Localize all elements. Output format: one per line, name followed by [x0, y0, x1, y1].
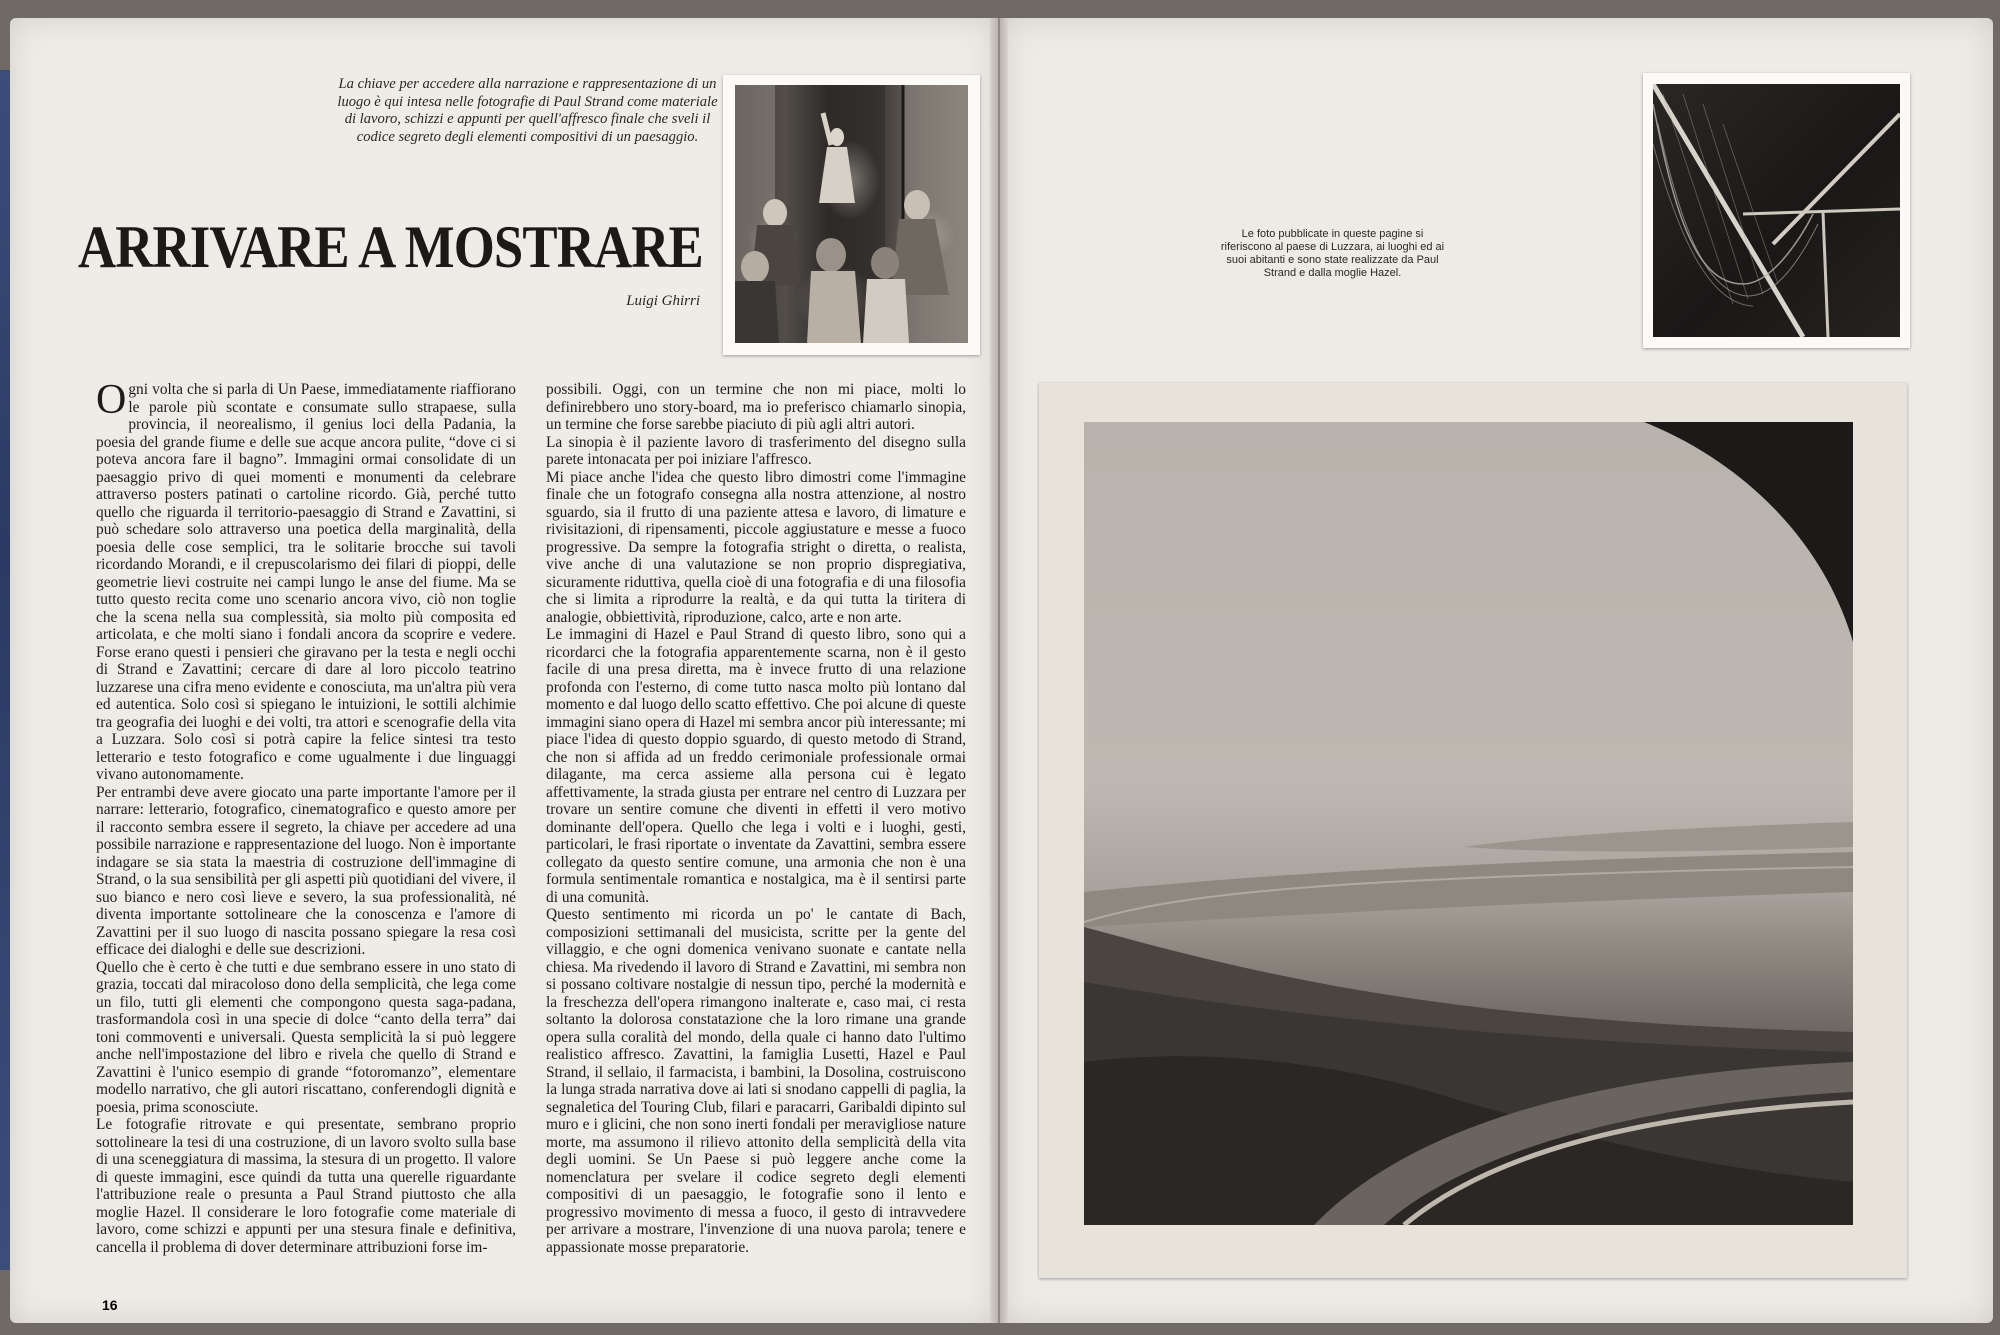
paragraph: gni volta che si parla di Un Paese, immediatamente riaffiorano le parole più scontate e consumate sullo strapaese, sulla provincia, il neorealismo, il genius loci della Padania, la poesia del grande fiume e delle sue acque ancora pulite, “dove ci si poteva ancora fare il bagno”. Immagini ormai consolidate di un paesaggio privo di quei momenti e monumenti da celebrare attraverso posters patinati o cartoline ricordo. Già, perché tutto quello che riguarda il territorio-paesaggio di Strand e Zavattini, si può schedare solo attraverso una poetica della marginalità, della poesia delle cose semplici, tra le solitarie brocche sui tavoli ricordando Morandi, e il crepuscolarismo dei filari di pioppi, delle geometrie lievi costruite nei campi lungo le anse del fiume. Ma se tutto questo recita come uno scenario ancora vivo, ciò non toglie che la scena nella sua complessità, sia molto più composita ed articolata, e che molti siano i fondali ancora da scoprire e vedere. Forse erano questi i pensieri che giravano per la testa e negli occhi di Strand e Zavattini; cercare di dare al loro piccolo teatrino luzzarese una cifra meno evidente e conosciuta, ma un'altra più vera ed autentica. Solo così si spiegano le intuizioni, le sottili alchimie tra geografia dei luoghi e dei volti, tra attori e scenografie della vita a Luzzara. Solo così si potrà capire la felice sintesi tra testo letterario e testo fotografico e come ugualmente i due linguaggi vivano autonomamente.	[96, 381, 516, 783]
page-number: 16	[102, 1297, 118, 1313]
photo-po-river-landscape	[1084, 422, 1853, 1225]
article-title: ARRIVARE A MOSTRARE	[78, 214, 703, 280]
paragraph: Quello che è certo è che tutti e due sembrano essere in uno stato di grazia, toccati dal miracoloso dono della semplicità, che lega come un filo, tutti gli elementi che compongono questa saga-padana, trasformandola così in una specie di dolce “canto della terra” dai toni commoventi e universali. Questa semplicità la si può leggere anche nell'impostazione del libro e rivela che quello di Strand e Zavattini è l'unico esempio di grande “fotoromanzo”, elementare modello narrativo, che gli autori riscattano, conferendogli dignità e poesia, prima sconosciute.	[96, 958, 516, 1116]
photo-net-frame	[1643, 73, 1910, 348]
body-column-1	[96, 377, 516, 1256]
adjacent-page-edge	[0, 70, 10, 1270]
photo-river-drawing	[1084, 422, 1853, 1225]
author-name: Luigi Ghirri	[626, 293, 700, 309]
paragraph: possibili. Oggi, con un termine che non mi piace, molti lo definirebbero uno story-board, ma io preferisco chiamarlo sinopia, un termine che forse sarebbe piaciuto di più agli altri autori.	[546, 381, 966, 433]
paragraph: La sinopia è il paziente lavoro di trasferimento del disegno sulla parete intonacata per poi iniziare l'affresco.	[546, 433, 966, 468]
photo-net-drawing	[1653, 84, 1900, 337]
intro-blurb: La chiave per accedere alla narrazione e rappresentazione di un luogo è qui intesa nelle fotografie di Paul Strand come materiale di lavoro, schizzi e appunti per quell'affresco finale che sveli il codice segreto degli elementi compositivi di un paesaggio.	[337, 76, 718, 145]
book-gutter	[990, 18, 1008, 1323]
photo-caption: Le foto pubblicate in queste pagine si riferiscono al paese di Luzzara, ai luoghi ed ai suoi abitanti e sono state realizzate da Paul Strand e dalla moglie Hazel.	[1220, 228, 1445, 279]
photo-river-frame	[1039, 383, 1907, 1278]
paragraph: Mi piace anche l'idea che questo libro dimostri come l'immagine finale che un fotografo consegna alla nostra attenzione, al nostro sguardo, sia il frutto di una paziente attesa e lavoro, di limature e rivisitazioni, di ripensamenti, piccole aggiustature e messe a fuoco progressive. Da sempre la fotografia stright o diretta, o realista, vive anche di una valutazione se non proprio dispregiativa, sicuramente riduttiva, quella cioè di una fotografia e di una filosofia che si limita a riprodurre la realtà, e da qui tutta la tiritera di analogie, obbiettività, riproduzione, calco, arte e non arte.	[546, 468, 966, 626]
paragraph: Le fotografie ritrovate e qui presentate, sembrano proprio sottolineare la tesi di una costruzione, di un lavoro svolto sulla base di una sceneggiatura di massima, la stesura di un progetto. Il valore di queste immagini, esce quindi da tutta una querelle riguardante l'attribuzione reale o presunta a Paul Strand piuttosto che alla moglie Hazel. Il considerare le loro fotografie come materiale di lavoro, come schizzi e appunti per una stesura finale e definitiva, cancella il problema di dover determinare attribuzioni forse im-	[96, 1116, 516, 1256]
drop-cap: O	[96, 377, 127, 423]
photo-children-drawing	[735, 85, 968, 343]
paragraph: Le immagini di Hazel e Paul Strand di questo libro, sono qui a ricordarci che la fotografia apparentemente scarna, non è il gesto facile di una presa diretta, ma è invece frutto di una relazione profonda con l'esterno, di come tutto nasca molto più lontano dal momento e dal luogo dello scatto effettivo. Che poi alcune di queste immagini siano opera di Hazel mi sembra ancor più interessante; mi piace l'idea di questo doppio sguardo, di questo metodo di Strand, che non si affida ad un freddo cerimoniale professionale ormai dilagante, ma cerca assieme alla persona cui è legato affettivamente, la strada giusta per entrare nel centro di Luzzara per trovare un sentire comune che diventi in effetti il vero motivo dominante dell'opera. Quello che lega i volti e i luoghi, gesti, particolari, le frasi riportate o inventate da Zavattini, sembra essere collegato da questo sentire comune, una armonia che non è una formula sentimentale romantica e nostalgica, ma è il sentirsi parte di una comunità.	[546, 626, 966, 906]
photo-children-at-doorway	[735, 85, 968, 343]
body-column-2	[546, 381, 966, 1256]
paragraph: Questo sentimento mi ricorda un po' le cantate di Bach, composizioni settimanali del musicista, scritte per la gente del villaggio, e che ogni domenica venivano suonate e cantate nella chiesa. Ma rivedendo il lavoro di Strand e Zavattini, mi sembra non si possano coltivare nostalgie di nessun tipo, perché la modernità e la freschezza dell'opera rimangono inalterate e, caso mai, ci resta soltanto la dolorosa constatazione che la loro rimane una grande opera sulla coralità del mondo, della quale ci hanno dato l'ultimo realistico affresco. Zavattini, la famiglia Lusetti, Hazel e Paul Strand, il sellaio, il farmacista, i bambini, la Dosolina, costruiscono la lunga strada narrativa dove ai lati si snodano cappelli di paglia, la segnaletica del Touring Club, filari e paracarri, Garibaldi dipinto sul muro e i glicini, che non sono inerti fondali per meravigliose nature morte, ma assumono il rilievo attonito della semplicità della vita degli uomini. Se Un Paese si può leggere anche come la nomenclatura per svelare il codice segreto degli elementi compositivi di un paesaggio, le fotografie sono il lento e progressivo movimento di messa a fuoco, il gesto di intravvedere per arrivare a mostrare, l'invenzione di una nuova parola; tenere e appassionate mosse preparatorie.	[546, 906, 966, 1256]
photo-fishing-net	[1653, 84, 1900, 337]
paragraph: Per entrambi deve avere giocato una parte importante l'amore per il narrare: letterario, fotografico, cinematografico e questo amore per il racconto sembra essere il segreto, la chiave per accedere ad una possibile narrazione e rappresentazione del luogo. Non è importante indagare se sia stata la maestria di costruzione dell'immagine di Strand, o la sua sensibilità per gli aspetti più quotidiani del vivere, il suo bianco e nero così lieve e severo, la sua professionalità, né diventa importante sottolineare che la conoscenza e l'amore di Zavattini per il suo luogo di nascita possano spiegare la resa così efficace dei dialoghi e delle sue descrizioni.	[96, 783, 516, 958]
photo-children-frame	[723, 75, 980, 355]
